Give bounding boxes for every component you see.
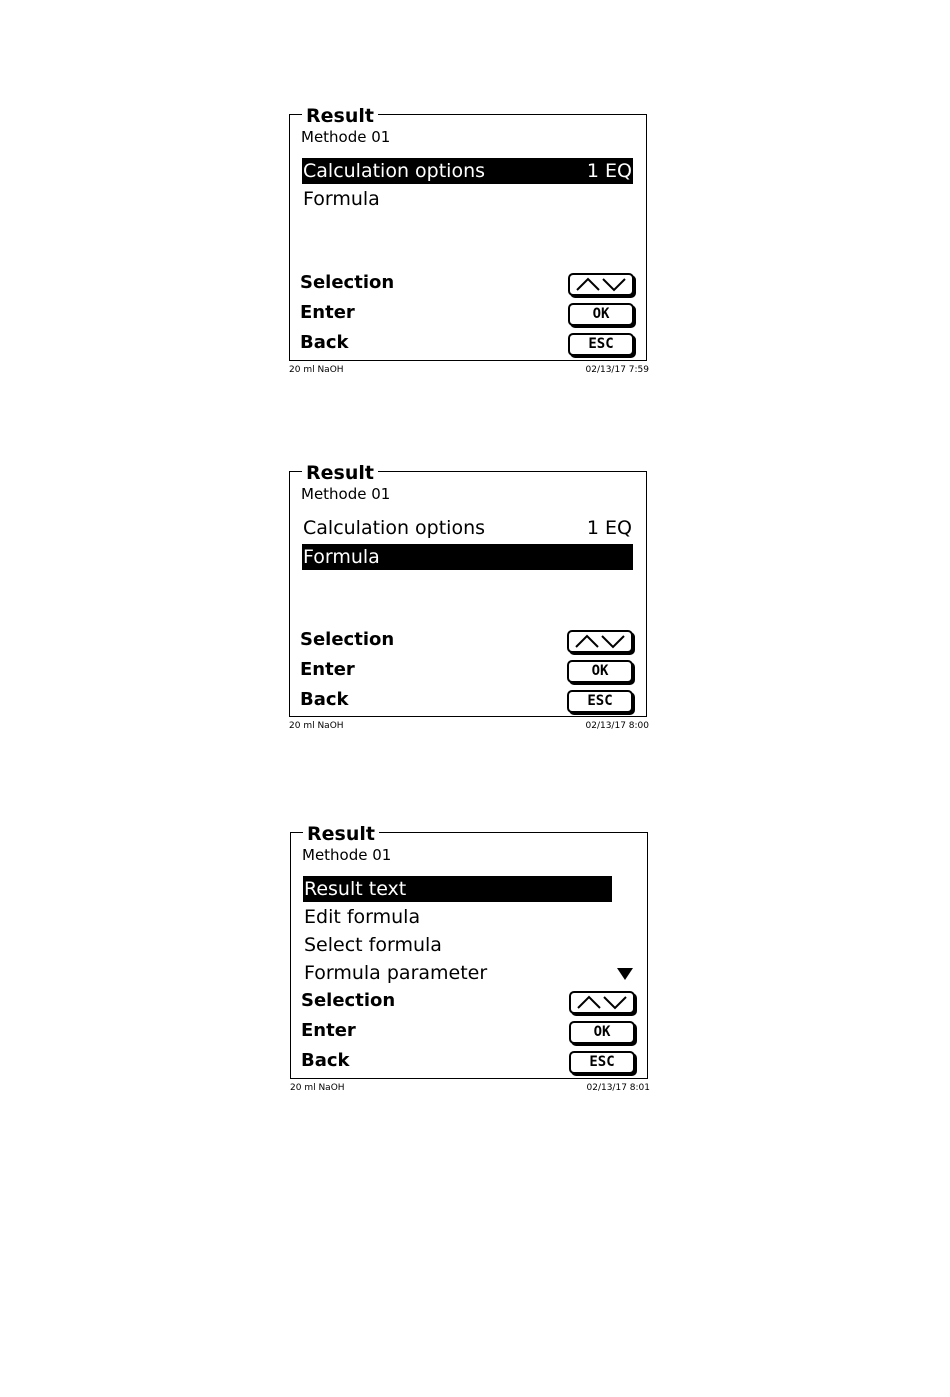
back-label: Back <box>300 689 349 710</box>
status-datetime: 02/13/17 8:01 <box>586 1083 650 1093</box>
status-datetime: 02/13/17 7:59 <box>585 365 649 375</box>
menu-item-label: Select formula <box>304 934 442 956</box>
menu-item-value: 1 EQ <box>586 517 632 539</box>
back-label: Back <box>300 332 349 353</box>
back-label: Back <box>301 1050 350 1071</box>
ok-key[interactable]: OK <box>569 1021 635 1044</box>
menu-item-label: Calculation options <box>303 517 486 539</box>
screen-frame <box>289 105 647 361</box>
ok-key[interactable]: OK <box>567 660 633 683</box>
selection-key[interactable] <box>568 273 634 296</box>
down-triangle-icon <box>617 968 633 980</box>
menu-item-value: 1 EQ <box>586 160 632 182</box>
screen-subtitle: Methode 01 <box>301 128 391 146</box>
menu-item-label: Formula <box>303 188 380 210</box>
menu-item-edit-formula[interactable] <box>303 904 612 930</box>
status-datetime: 02/13/17 8:00 <box>585 721 649 731</box>
enter-label: Enter <box>301 1020 356 1041</box>
menu-item-label: Edit formula <box>304 906 421 928</box>
menu-item-formula[interactable] <box>302 544 633 570</box>
menu-item-calculation-options[interactable] <box>302 158 633 184</box>
status-reagent: 20 ml NaOH <box>289 721 344 731</box>
screen-frame <box>289 462 647 717</box>
screen-subtitle: Methode 01 <box>302 846 392 864</box>
selection-label: Selection <box>300 272 395 293</box>
menu-item-calculation-options[interactable] <box>302 515 633 541</box>
up-down-arrows-icon <box>572 634 628 649</box>
menu-item-label: Calculation options <box>303 160 486 182</box>
selection-label: Selection <box>301 990 396 1011</box>
enter-label: Enter <box>300 302 355 323</box>
esc-key[interactable]: ESC <box>569 1051 635 1074</box>
up-down-arrows-icon <box>574 995 630 1010</box>
screen-title: Result <box>303 824 379 844</box>
menu-item-label: Formula parameter <box>304 962 488 984</box>
screen-title: Result <box>302 463 378 483</box>
screen-frame <box>290 823 648 1079</box>
menu-item-label: Formula <box>303 546 380 568</box>
selection-label: Selection <box>300 629 395 650</box>
up-down-arrows-icon <box>573 277 629 292</box>
menu-item-result-text[interactable] <box>303 876 612 902</box>
enter-label: Enter <box>300 659 355 680</box>
menu-item-select-formula[interactable] <box>303 932 612 958</box>
screen-subtitle: Methode 01 <box>301 485 391 503</box>
ok-key[interactable]: OK <box>568 303 634 326</box>
esc-key[interactable]: ESC <box>568 333 634 356</box>
selection-key[interactable] <box>569 991 635 1014</box>
menu-item-label: Result text <box>304 878 407 900</box>
menu-item-formula-parameter[interactable] <box>303 960 612 986</box>
status-reagent: 20 ml NaOH <box>290 1083 345 1093</box>
esc-key[interactable]: ESC <box>567 690 633 713</box>
menu-item-formula[interactable] <box>302 186 633 212</box>
status-reagent: 20 ml NaOH <box>289 365 344 375</box>
selection-key[interactable] <box>567 630 633 653</box>
screen-title: Result <box>302 106 378 126</box>
